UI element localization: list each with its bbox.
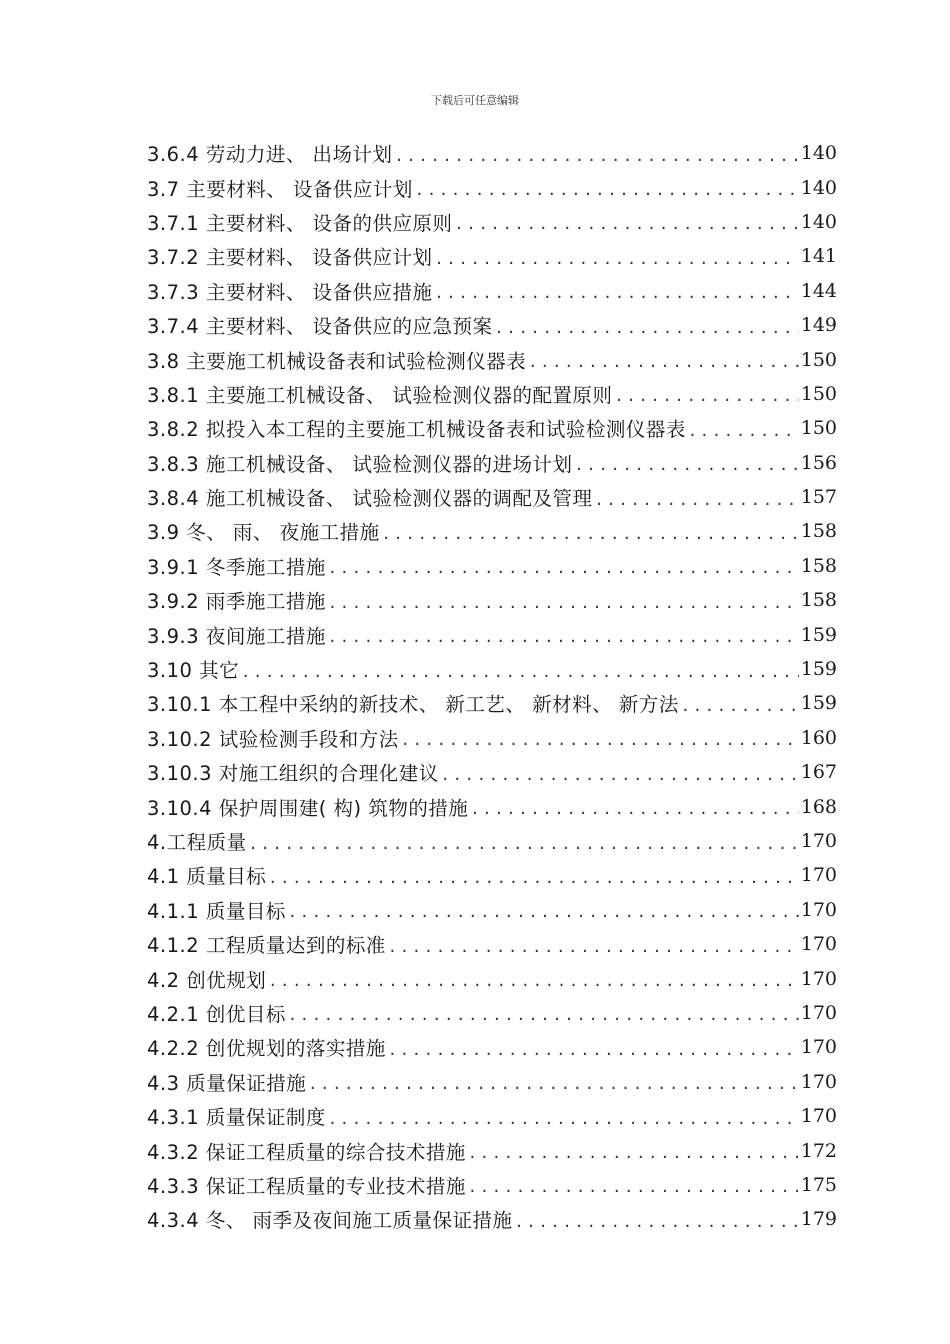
toc-dot-leader (395, 143, 799, 164)
toc-entry-title: 3.6.4 劳动力进、 出场计划 (147, 143, 393, 167)
toc-dot-leader (441, 762, 799, 783)
toc-entry-title: 4.1.1 质量目标 (147, 899, 286, 923)
toc-dot-leader (268, 865, 799, 886)
toc-dot-leader (468, 1174, 799, 1195)
toc-entry-title: 4.1 质量目标 (147, 865, 267, 889)
toc-dot-leader (388, 934, 799, 955)
toc-entry-page-number: 150 (800, 382, 837, 405)
toc-dot-leader (528, 349, 799, 370)
toc-entry-page-number: 140 (800, 210, 837, 233)
toc-dot-leader (328, 555, 799, 576)
toc-dot-leader (288, 899, 799, 920)
toc-entry-title: 4.3.1 质量保证制度 (147, 1106, 326, 1130)
toc-entry-page-number: 168 (800, 795, 837, 818)
toc-entry[interactable] (147, 1099, 837, 1133)
toc-entry-page-number: 150 (800, 417, 837, 440)
toc-entry-title: 3.10.4 保护周围建( 构) 筑物的措施 (147, 796, 469, 820)
toc-entry-title: 3.10.3 对施工组织的合理化建议 (147, 762, 439, 786)
toc-entry-title: 3.7.3 主要材料、 设备供应措施 (147, 280, 433, 304)
toc-entry[interactable] (147, 239, 837, 273)
toc-entry[interactable] (147, 583, 837, 617)
toc-entry[interactable] (147, 927, 837, 961)
toc-dot-leader (328, 590, 799, 611)
toc-entry[interactable] (147, 274, 837, 308)
toc-dot-leader (241, 659, 799, 680)
toc-entry-title: 4.1.2 工程质量达到的标准 (147, 934, 386, 958)
toc-entry-page-number: 157 (800, 486, 837, 509)
toc-dot-leader (388, 1037, 799, 1058)
toc-entry[interactable] (147, 411, 837, 445)
toc-dot-leader (382, 521, 799, 542)
toc-entry-page-number: 175 (800, 1173, 837, 1196)
toc-entry[interactable] (147, 789, 837, 823)
toc-entry-title: 4.2 创优规划 (147, 968, 267, 992)
toc-entry[interactable] (147, 721, 837, 755)
toc-entry-title: 3.7.4 主要材料、 设备供应的应急预案 (147, 315, 493, 339)
toc-entry[interactable] (147, 1030, 837, 1064)
toc-dot-leader (308, 1071, 799, 1092)
toc-entry[interactable] (147, 446, 837, 480)
toc-entry-title: 4.3.2 保证工程质量的综合技术措施 (147, 1140, 466, 1164)
toc-dot-leader (515, 1209, 799, 1230)
toc-dot-leader (470, 796, 798, 817)
toc-entry-title: 4.2.1 创优目标 (147, 1002, 286, 1026)
toc-dot-leader (328, 624, 799, 645)
toc-dot-leader (415, 177, 799, 198)
toc-entry-title: 3.8.1 主要施工机械设备、 试验检测仪器的配置原则 (147, 383, 613, 407)
toc-entry-page-number: 150 (800, 348, 837, 371)
toc-entry-page-number: 170 (800, 864, 837, 887)
toc-entry-title: 3.8 主要施工机械设备表和试验检测仪器表 (147, 349, 527, 373)
page-header: 下载后可任意编辑 (431, 94, 519, 107)
toc-entry-page-number: 158 (800, 520, 837, 543)
toc-entry-page-number: 156 (800, 451, 837, 474)
toc-entry[interactable] (147, 377, 837, 411)
toc-entry-title: 4.3.3 保证工程质量的专业技术措施 (147, 1174, 466, 1198)
toc-entry[interactable] (147, 996, 837, 1030)
toc-entry[interactable] (147, 755, 837, 789)
toc-entry-title: 3.8.3 施工机械设备、 试验检测仪器的进场计划 (147, 452, 573, 476)
toc-dot-leader (401, 727, 799, 748)
toc-entry-title: 4.3 质量保证措施 (147, 1071, 307, 1095)
toc-dot-leader (688, 418, 799, 439)
toc-dot-leader (681, 693, 799, 714)
toc-entry[interactable] (147, 1133, 837, 1167)
toc-dot-leader (268, 968, 799, 989)
toc-dot-leader (575, 452, 799, 473)
toc-entry-page-number: 159 (800, 692, 837, 715)
toc-entry-title: 4.工程质量 (147, 831, 247, 854)
toc-dot-leader (288, 1002, 799, 1023)
toc-entry-title: 3.8.4 施工机械设备、 试验检测仪器的调配及管理 (147, 487, 593, 511)
toc-entry-page-number: 158 (800, 554, 837, 577)
toc-entry-page-number: 170 (800, 830, 837, 852)
toc-entry-page-number: 170 (800, 1036, 837, 1059)
toc-dot-leader (595, 487, 799, 508)
toc-entry[interactable] (147, 549, 837, 583)
toc-entry-title: 3.7.1 主要材料、 设备的供应原则 (147, 211, 453, 235)
toc-entry-title: 3.10 其它 (147, 659, 240, 683)
toc-dot-leader (615, 383, 799, 404)
toc-dot-leader (495, 315, 799, 336)
toc-entry[interactable] (147, 824, 837, 858)
toc-entry[interactable] (147, 308, 837, 342)
toc-dot-leader (455, 211, 799, 232)
toc-entry-title: 3.9 冬、 雨、 夜施工措施 (147, 521, 380, 545)
toc-entry-page-number: 144 (800, 279, 837, 302)
toc-entry-page-number: 170 (800, 898, 837, 921)
toc-entry[interactable] (147, 342, 837, 376)
toc-entry[interactable] (147, 136, 837, 170)
toc-entry-page-number: 179 (800, 1208, 837, 1231)
toc-entry-title: 3.7.2 主要材料、 设备供应计划 (147, 246, 433, 270)
toc-dot-leader (435, 280, 799, 301)
toc-entry-page-number: 160 (800, 726, 837, 749)
toc-entry-page-number: 159 (800, 623, 837, 646)
toc-entry-title: 3.10.1 本工程中采纳的新技术、 新工艺、 新材料、 新方法 (147, 693, 679, 717)
toc-entry-title: 4.2.2 创优规划的落实措施 (147, 1037, 386, 1061)
toc-entry-page-number: 149 (800, 314, 837, 337)
toc-entry-title: 4.3.4 冬、 雨季及夜间施工质量保证措施 (147, 1209, 513, 1233)
toc-entry-page-number: 158 (800, 589, 837, 612)
toc-entry-title: 3.8.2 拟投入本工程的主要施工机械设备表和试验检测仪器表 (147, 418, 686, 442)
toc-entry-page-number: 170 (800, 967, 837, 990)
toc-entry[interactable] (147, 1065, 837, 1099)
toc-entry-page-number: 170 (800, 933, 837, 956)
toc-entry[interactable] (147, 1168, 837, 1202)
toc-entry[interactable] (147, 652, 837, 686)
toc-entry-page-number: 141 (800, 245, 837, 268)
toc-entry[interactable] (147, 480, 837, 514)
table-of-contents (147, 136, 837, 1237)
toc-entry-title: 3.7 主要材料、 设备供应计划 (147, 177, 413, 201)
toc-entry[interactable] (147, 686, 837, 720)
toc-entry-title: 3.9.1 冬季施工措施 (147, 555, 326, 579)
toc-entry-page-number: 170 (800, 1070, 837, 1093)
toc-entry[interactable] (147, 858, 837, 892)
toc-entry-page-number: 159 (800, 658, 837, 681)
toc-entry[interactable] (147, 514, 837, 548)
toc-entry[interactable] (147, 961, 837, 995)
toc-entry-page-number: 140 (800, 176, 837, 199)
toc-entry-page-number: 170 (800, 1001, 837, 1024)
toc-entry-title: 3.9.3 夜间施工措施 (147, 624, 326, 648)
toc-dot-leader (328, 1106, 799, 1127)
toc-entry[interactable] (147, 893, 837, 927)
toc-entry[interactable] (147, 170, 837, 204)
toc-dot-leader (249, 831, 799, 852)
toc-dot-leader (468, 1140, 799, 1161)
toc-entry-title: 3.10.2 试验检测手段和方法 (147, 727, 399, 751)
toc-entry-page-number: 172 (800, 1139, 837, 1162)
toc-entry[interactable] (147, 1202, 837, 1236)
toc-entry-title: 3.9.2 雨季施工措施 (147, 590, 326, 614)
toc-entry[interactable] (147, 205, 837, 239)
toc-dot-leader (435, 246, 799, 267)
toc-entry[interactable] (147, 617, 837, 651)
toc-entry-page-number: 167 (800, 761, 837, 784)
toc-entry-page-number: 140 (800, 142, 837, 165)
toc-entry-page-number: 170 (800, 1105, 837, 1128)
